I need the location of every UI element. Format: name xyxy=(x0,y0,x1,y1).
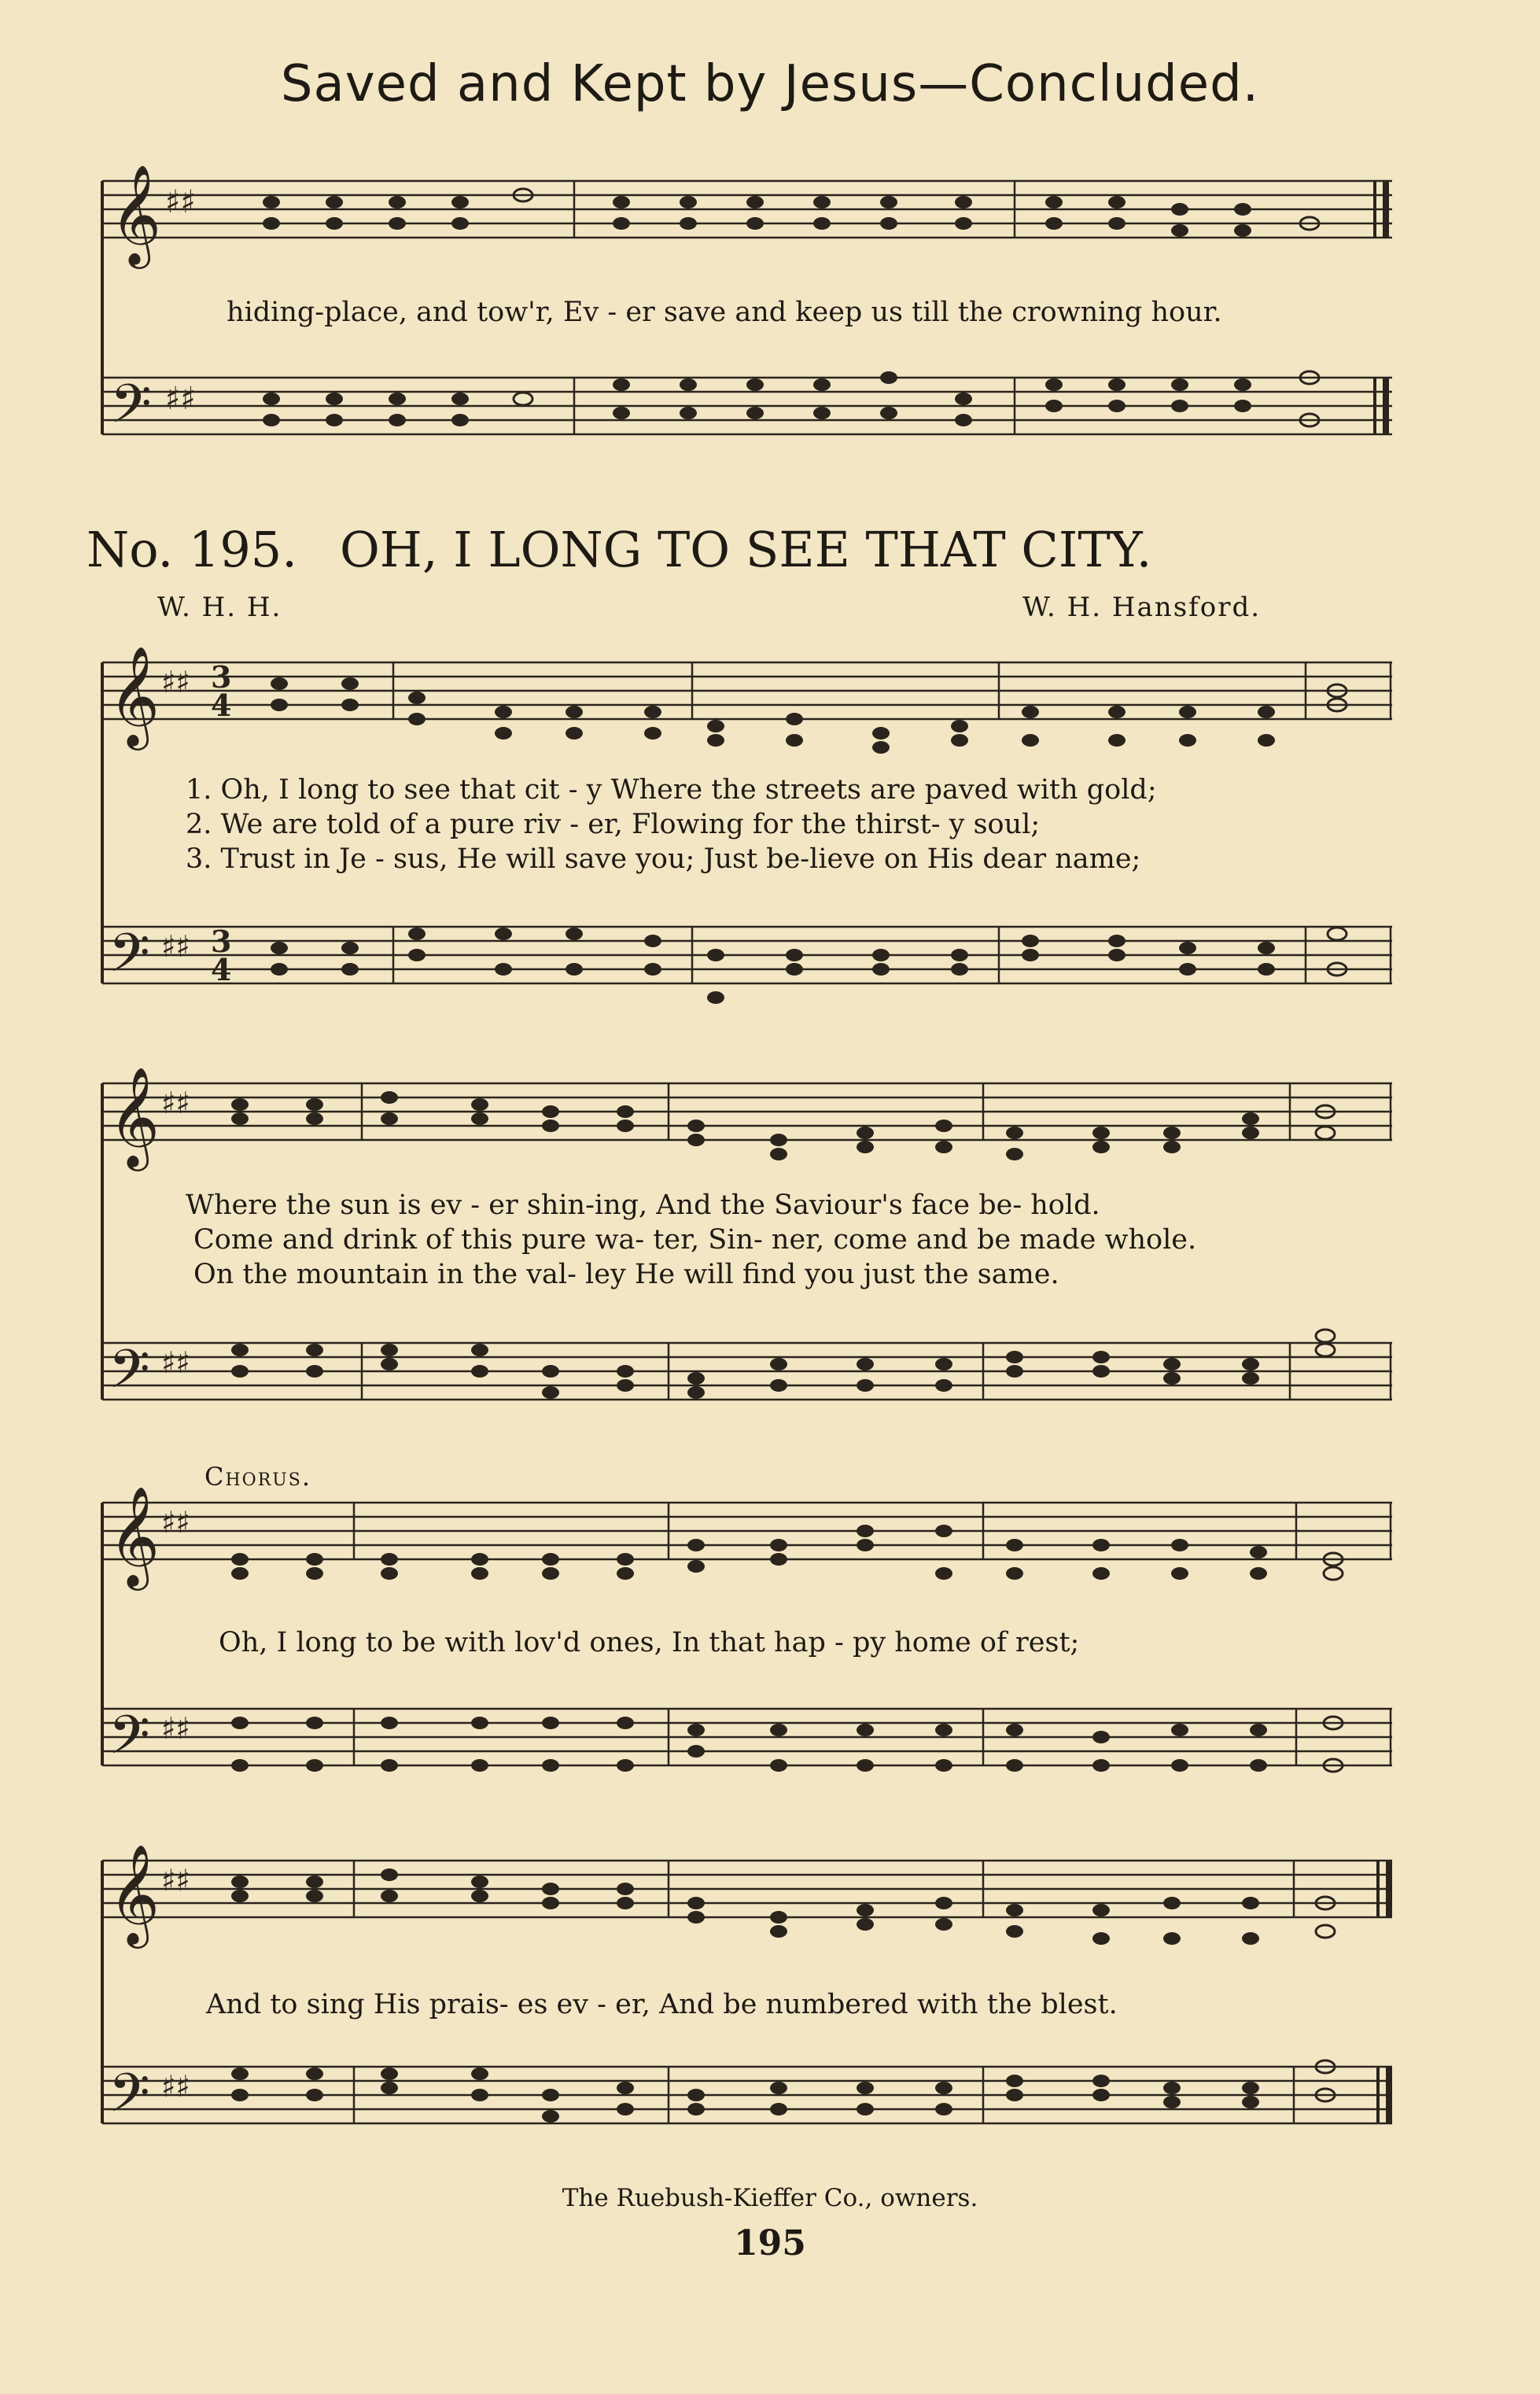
svg-text:♯♯: ♯♯ xyxy=(161,1711,190,1746)
svg-text:♯♯: ♯♯ xyxy=(165,381,196,417)
svg-text:♯♯: ♯♯ xyxy=(161,1863,190,1898)
svg-text:♯♯: ♯♯ xyxy=(161,1505,190,1540)
composer-credit: W. H. Hansford. xyxy=(1022,592,1262,623)
hymn-title-line xyxy=(87,521,1194,578)
svg-text:𝄞: 𝄞 xyxy=(110,164,162,264)
svg-text:♯♯: ♯♯ xyxy=(161,2069,190,2104)
svg-text:𝄢: 𝄢 xyxy=(109,923,150,998)
verse-3-line-1: 3. Trust in Je - sus, He will save you; Just be-lieve on His dear name; xyxy=(186,843,1141,875)
svg-text:𝄢: 𝄢 xyxy=(110,374,152,448)
svg-text:♯♯: ♯♯ xyxy=(161,1345,190,1380)
svg-text:𝄢: 𝄢 xyxy=(109,1339,150,1414)
svg-text:4: 4 xyxy=(211,952,232,987)
page-header-title: Saved and Kept by Jesus—Concluded. xyxy=(280,55,1260,113)
chorus-lyric-line-1: Oh, I long to be with lov'd ones, In that hap - py home of rest; xyxy=(219,1627,1080,1658)
svg-text:𝄞: 𝄞 xyxy=(109,1843,160,1944)
svg-text:♯♯: ♯♯ xyxy=(161,1086,190,1120)
svg-text:𝄢: 𝄢 xyxy=(109,1705,150,1780)
verse-3-line-2: On the mountain in the val- ley He will find you just the same. xyxy=(193,1259,1059,1290)
hymn-number: No. 195. xyxy=(87,521,297,578)
verse-2-line-1: 2. We are told of a pure riv - er, Flowing for the thirst- y soul; xyxy=(186,809,1041,840)
svg-text:3: 3 xyxy=(211,659,232,695)
svg-text:♯♯: ♯♯ xyxy=(161,929,190,964)
page-number: 195 xyxy=(734,2223,806,2263)
svg-text:♯♯: ♯♯ xyxy=(161,665,190,699)
svg-text:𝄢: 𝄢 xyxy=(109,2063,150,2138)
verse-1-line-2: Where the sun is ev - er shin-ing, And the Saviour's face be- hold. xyxy=(186,1190,1100,1221)
verse-1-line-1: 1. Oh, I long to see that cit - y Where the streets are paved with gold; xyxy=(186,774,1157,806)
svg-text:𝄞: 𝄞 xyxy=(109,1066,160,1167)
svg-text:𝄞: 𝄞 xyxy=(109,645,160,746)
hymn-title: OH, I LONG TO SEE THAT CITY. xyxy=(339,521,1152,578)
lyricist-credit: W. H. H. xyxy=(157,592,282,623)
chorus-lyric-line-2: And to sing His prais- es ev - er, And be numbered with the blest. xyxy=(206,1989,1118,2020)
chorus-label: Chorus. xyxy=(204,1462,312,1492)
copyright-note: The Ruebush-Kieffer Co., owners. xyxy=(562,2184,978,2212)
svg-text:4: 4 xyxy=(211,688,232,723)
verse-2-line-2: Come and drink of this pure wa- ter, Sin- ner, come and be made whole. xyxy=(193,1224,1197,1256)
svg-text:3: 3 xyxy=(211,924,232,959)
svg-text:♯♯: ♯♯ xyxy=(165,184,196,220)
svg-text:𝄞: 𝄞 xyxy=(109,1485,160,1586)
